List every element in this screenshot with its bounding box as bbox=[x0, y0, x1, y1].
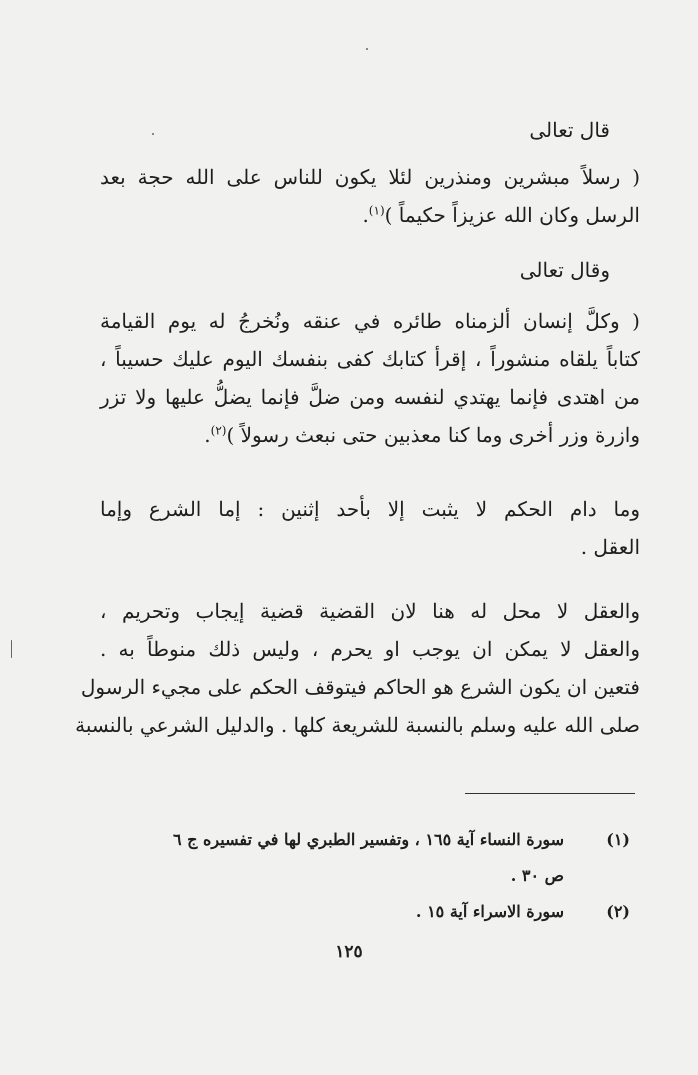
paragraph-2-line-1: والعقل لا محل له هنا لان القضية قضية إيجاب وتحريم ، bbox=[100, 599, 640, 623]
quran-quote-2 bbox=[100, 302, 640, 454]
quran-quote-1 bbox=[100, 158, 640, 234]
paragraph-1 bbox=[100, 490, 640, 566]
quote-2-end: . bbox=[204, 423, 211, 447]
scan-speck bbox=[152, 133, 154, 135]
paragraph-2-line-3: فتعين ان يكون الشرع هو الحاكم فيتوقف الحكم على مجيء الرسول bbox=[80, 675, 640, 699]
quote-1-line-2-text: الرسل وكان الله عزيزاً حكيماً ) bbox=[384, 203, 640, 227]
quote-1-line-1: ( رسلاً مبشرين ومنذرين لئلا يكون للناس على الله حجة بعد bbox=[100, 165, 640, 189]
footnote-2-number: (٢) bbox=[606, 902, 630, 921]
quote-2-line-3: من اهتدى فإنما يهتدي لنفسه ومن ضلَّ فإنما يضلُّ عليها ولا تزر bbox=[100, 385, 640, 409]
footnote-2 bbox=[100, 894, 630, 930]
footnote-ref-1: (١) bbox=[368, 203, 385, 218]
quote-1-end: . bbox=[362, 203, 369, 227]
footnotes bbox=[100, 822, 630, 930]
paragraph-1-line-2: العقل . bbox=[580, 535, 640, 559]
footnote-1-continuation: ص ٣٠ . bbox=[510, 866, 564, 885]
quote-2-line-4 bbox=[100, 416, 640, 454]
quote-2-line-4-text: وازرة وزر أخرى وما كنا معذبين حتى نبعث رسولاً ) bbox=[226, 423, 640, 447]
paragraph-2-line-2: والعقل لا يمكن ان يوجب او يحرم ، وليس ذلك منوطاً به . bbox=[100, 637, 640, 661]
quote-2-line-2: كتاباً يلقاه منشوراً ، إقرأ كتابك كفى بنفسك اليوم عليك حسيباً ، bbox=[100, 347, 640, 371]
page-number: ١٢٥ bbox=[335, 942, 363, 962]
quote-1-line-2 bbox=[100, 196, 640, 234]
footnote-separator bbox=[465, 793, 635, 794]
paragraph-2 bbox=[75, 592, 640, 744]
footnote-ref-2: (٢) bbox=[210, 423, 227, 438]
heading-wa-qala-taala: وقال تعالى bbox=[519, 258, 610, 282]
quote-2-line-1: ( وكلَّ إنسان ألزمناه طائره في عنقه ونُخرجُ له يوم القيامة bbox=[100, 309, 640, 333]
paragraph-1-line-1: وما دام الحكم لا يثبت إلا بأحد إثنين : إما الشرع وإما bbox=[100, 497, 640, 521]
heading-qala-taala: قال تعالى bbox=[529, 118, 610, 142]
footnote-1-number: (١) bbox=[606, 830, 630, 849]
footnote-1 bbox=[100, 822, 630, 858]
footnote-1-text: سورة النساء آية ١٦٥ ، وتفسير الطبري لها في تفسيره ج ٦ bbox=[172, 830, 564, 849]
scan-speck bbox=[366, 48, 368, 50]
scan-speck bbox=[11, 640, 12, 658]
paragraph-2-line-4: صلى الله عليه وسلم بالنسبة للشريعة كلها . والدليل الشرعي بالنسبة bbox=[75, 713, 640, 737]
footnote-2-text: سورة الاسراء آية ١٥ . bbox=[415, 902, 564, 921]
